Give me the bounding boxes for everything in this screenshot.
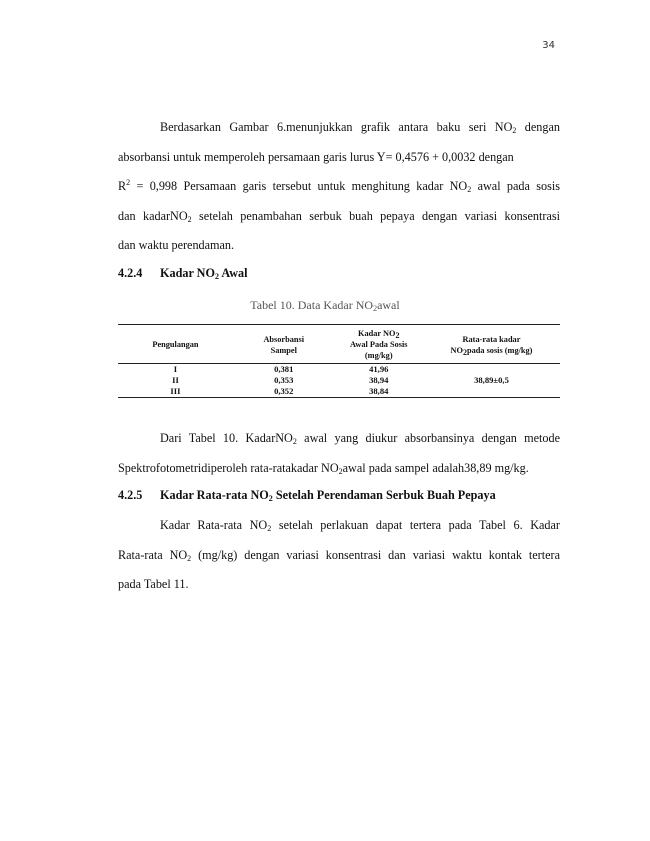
cell-pengulangan: III bbox=[118, 386, 233, 398]
header-kadar-awal: Kadar $NO_2$ Awal Pada Sosis (mg/kg) bbox=[335, 325, 423, 364]
paragraph-baku-seri bbox=[118, 113, 560, 261]
paragraph-dari-tabel-10 bbox=[118, 424, 560, 483]
cell-pengulangan: I bbox=[173, 364, 178, 374]
cell-kadar: 38,84 bbox=[335, 386, 423, 398]
paragraph-line: dan waktu perendaman. bbox=[118, 238, 235, 252]
paragraph-line: Rata-rata $NO_2$ (mg/kg) dengan variasi konsentrasi dan variasi waktu kontak tertera bbox=[118, 547, 560, 563]
table-row bbox=[118, 364, 560, 376]
paragraph-line: absorbansi untuk memperoleh persamaan garis lurus Y= 0,4576 + 0,0032 dengan bbox=[118, 149, 514, 164]
table-header-row bbox=[118, 325, 560, 364]
cell-absorbansi: 0,353 bbox=[274, 375, 294, 385]
cell-absorbansi: 0,352 bbox=[233, 386, 335, 398]
header-rata-rata: Rata-rata kadar $NO_2pada$ sosis (mg/kg) bbox=[423, 325, 560, 364]
paragraph-line: Dari Tabel 10. KadarNO$_2$ awal yang diukur absorbansinya dengan metode bbox=[160, 431, 560, 446]
paragraph-line: Berdasarkan Gambar 6.menunjukkan grafik antara baku seri $NO_2$ dengan bbox=[160, 120, 560, 135]
cell-kadar: 41,96 bbox=[369, 364, 389, 374]
table-caption: Tabel 10. Data Kadar $NO_2awal$ bbox=[250, 298, 400, 313]
section-heading-4-2-4: 4.2.4 Kadar $NO_2$ Awal bbox=[118, 266, 248, 281]
cell-absorbansi: 0,381 bbox=[274, 364, 294, 374]
header-pengulangan: Pengulangan bbox=[118, 325, 233, 364]
paragraph-line: $R^2 = 0,998$ Persamaan garis tersebut untuk menghitung kadar $NO_2$ awal pada sosis bbox=[118, 178, 560, 194]
data-table-kadar-no2 bbox=[118, 324, 560, 398]
paragraph-line: Kadar Rata-rata $NO_2$ setelah perlakuan dapat tertera pada Tabel 6. Kadar bbox=[160, 518, 560, 533]
section-heading-4-2-5: 4.2.5 Kadar Rata-rata $NO_2$ Setelah Perendaman Serbuk Buah Pepaya bbox=[118, 488, 496, 503]
cell-kadar: 38,94 bbox=[369, 375, 389, 385]
paragraph-kadar-rata-rata bbox=[118, 511, 560, 600]
paragraph-line: dan kadarNO$_2$ setelah penambahan serbuk buah pepaya dengan variasi konsentrasi bbox=[118, 208, 561, 224]
header-absorbansi: Absorbansi Sampel bbox=[233, 325, 335, 364]
paragraph-line: pada Tabel 11. bbox=[118, 577, 189, 591]
cell-rata-rata: 38,89±0,5 bbox=[423, 364, 560, 398]
page-number: 34 bbox=[542, 40, 555, 51]
cell-pengulangan: II bbox=[172, 375, 179, 385]
paragraph-line: Spektrofotometridiperoleh rata-ratakadar $NO_2awal$ pada sampel adalah38,89 mg/kg. bbox=[118, 460, 529, 476]
